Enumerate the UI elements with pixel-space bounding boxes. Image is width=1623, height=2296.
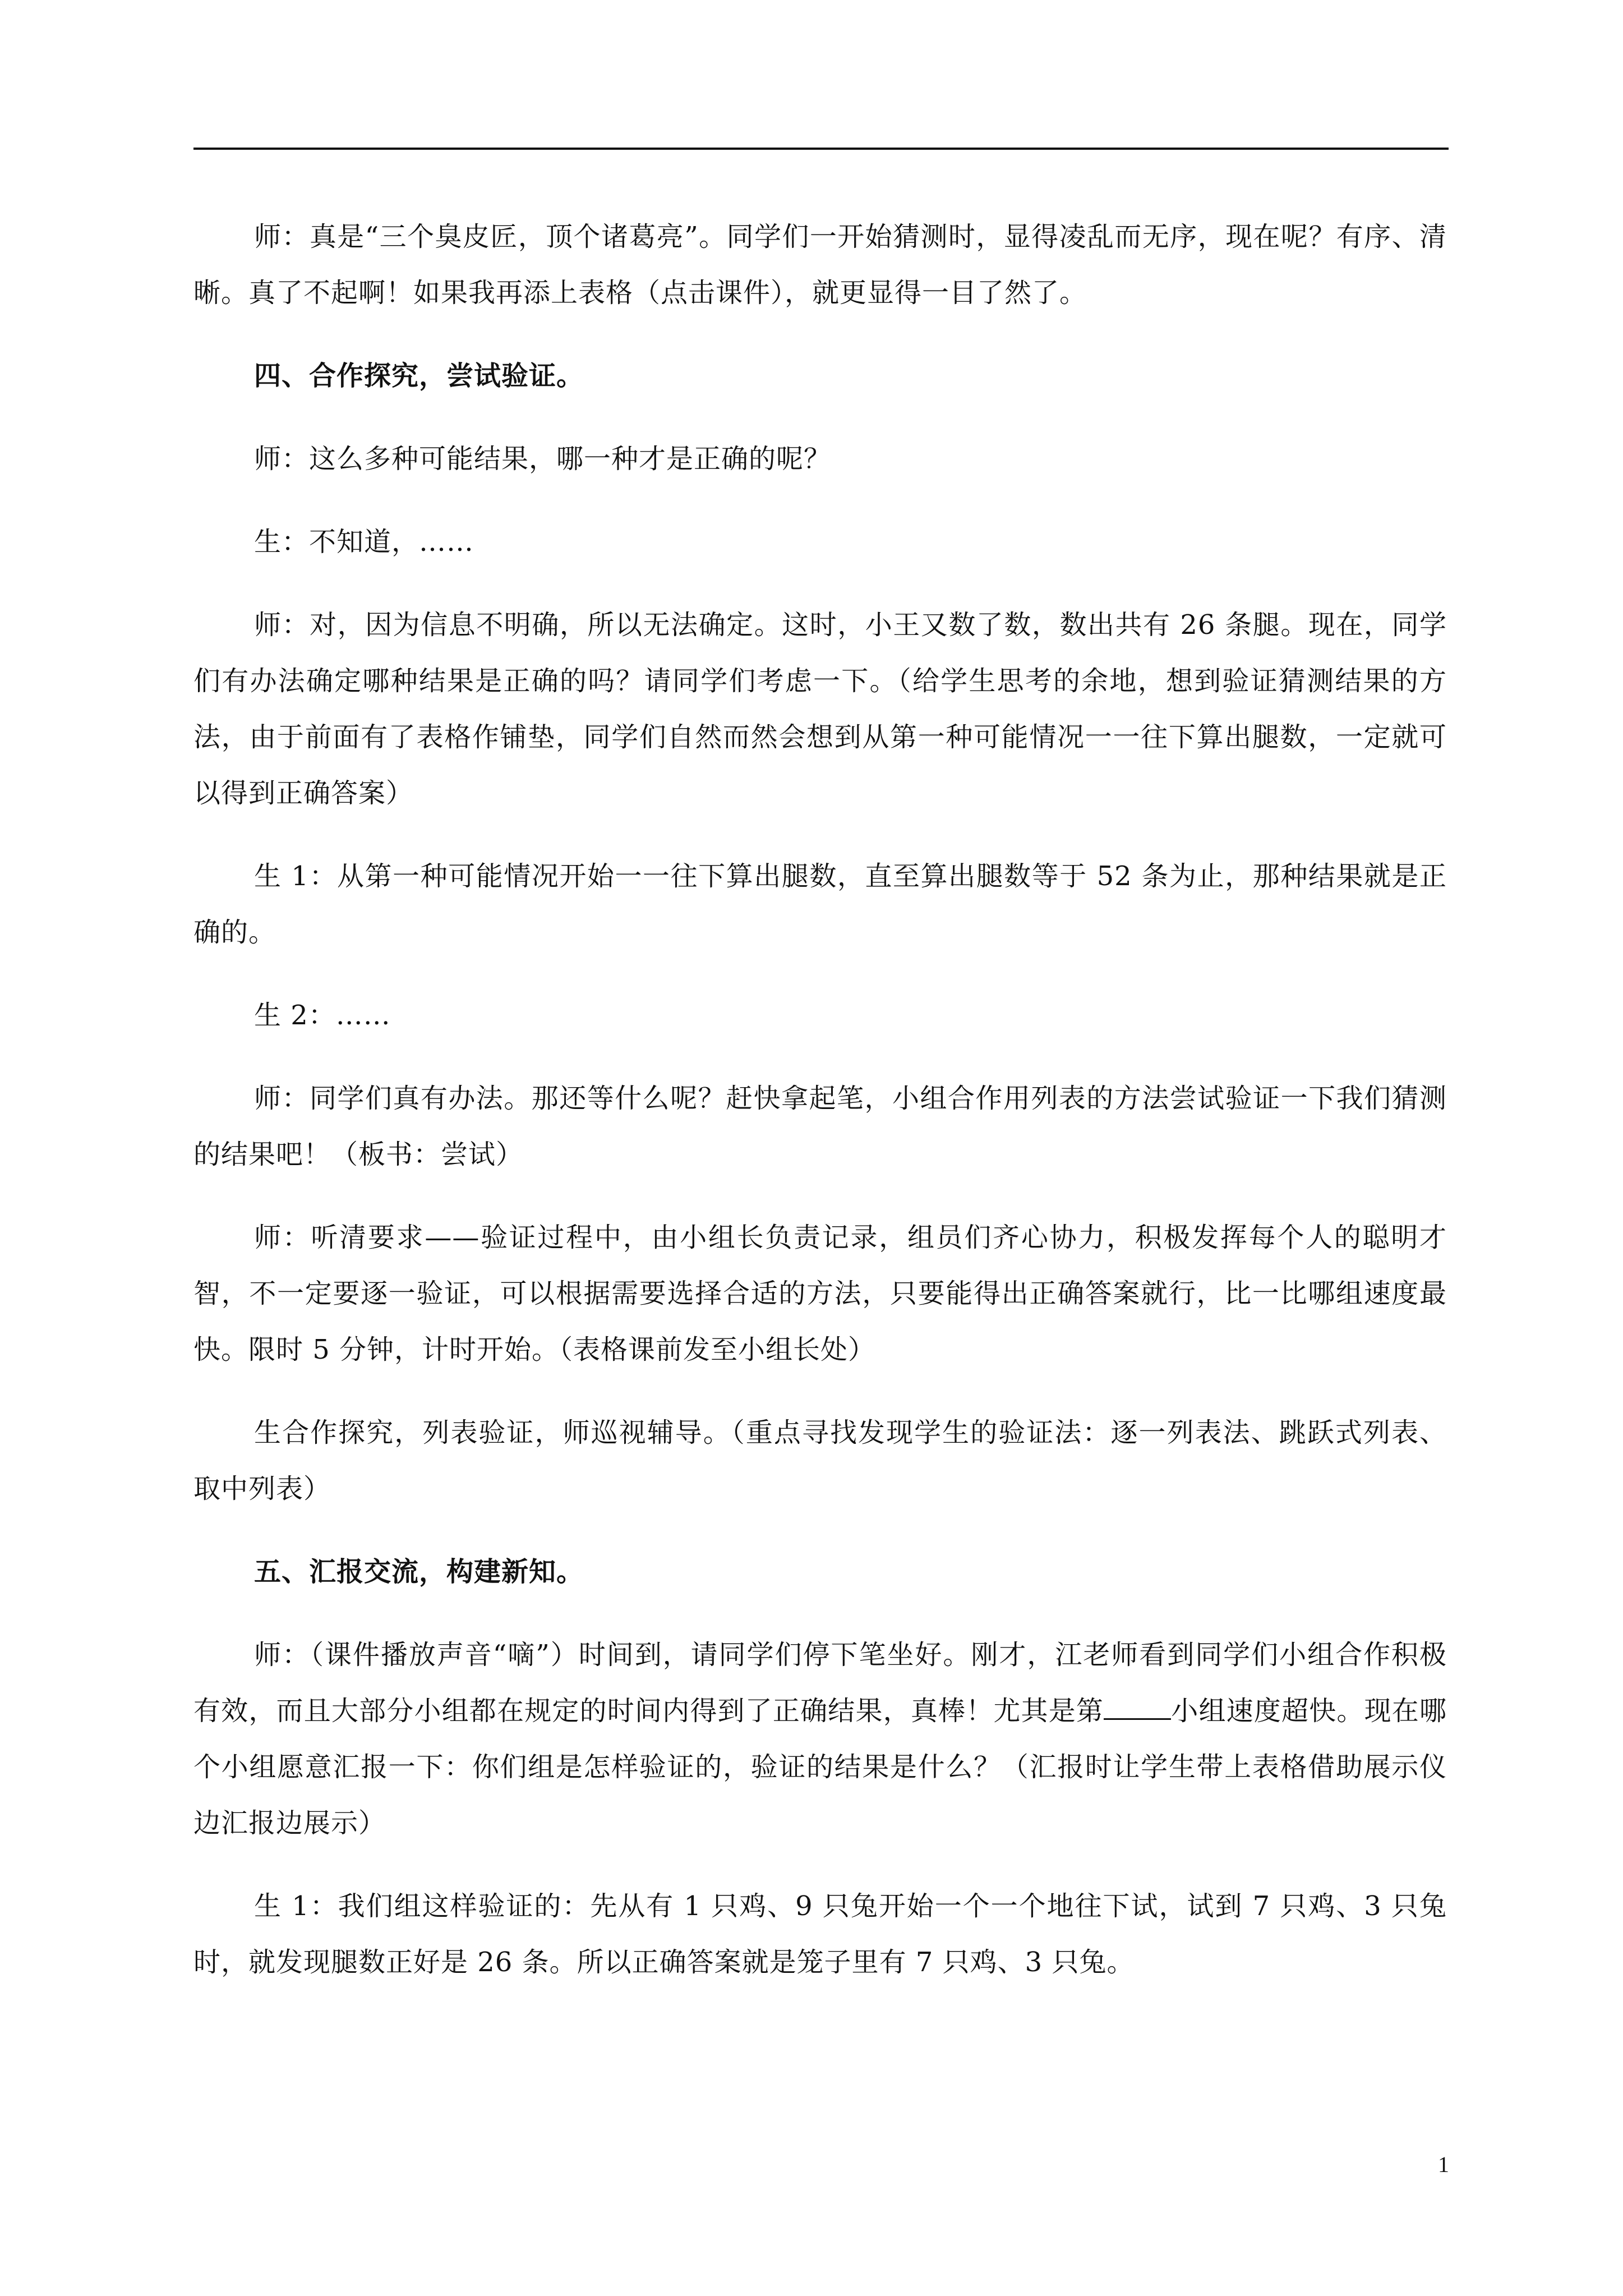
fill-in-blank xyxy=(1104,1696,1171,1720)
paragraph-student-answer: 生：不知道，…… xyxy=(254,526,474,558)
paragraph-teacher-summary: 师：真是“三个臭皮匠，顶个诸葛亮”。同学们一开始猜测时，显得凌乱而无序，现在呢？有序、清晰。真了不起啊！如果我再添上表格（点击课件），就更显得一目了然了。 xyxy=(193,221,1447,309)
document-body xyxy=(193,209,1447,1990)
paragraph-text-before-blank: 师：（课件播放声音“嘀”）时间到，请同学们停下笔坐好。刚才，江老师看到同学们小组合作积极有效，而且大部分小组都在规定的时间内得到了正确结果，真棒！尤其是第 xyxy=(193,1639,1447,1727)
paragraph-student-report: 生 1：我们组这样验证的：先从有 1 只鸡、9 只兔开始一个一个地往下试，试到 7 只鸡、3 只兔时，就发现腿数正好是 26 条。所以正确答案就是笼子里有 7 只鸡、3 只兔。 xyxy=(193,1890,1447,1978)
paragraph-teacher-question: 师：这么多种可能结果，哪一种才是正确的呢？ xyxy=(254,443,832,475)
paragraph-teacher-26-legs: 师：对，因为信息不明确，所以无法确定。这时，小王又数了数，数出共有 26 条腿。现在，同学们有办法确定哪种结果是正确的吗？请同学们考虑一下。（给学生思考的余地，想到验证猜测结果的方法，由于前面有了表格作铺垫，同学们自然而然会想到从第一种可能情况一一往下算出腿数，一定就可以得到正确答案） xyxy=(193,609,1447,809)
paragraph-text-after-blank: 小组速度超快。现在哪个小组愿意汇报一下：你们组是怎样验证的，验证的结果是什么？（汇报时让学生带上表格借助展示仪边汇报边展示） xyxy=(193,1695,1447,1839)
paragraph-group-work: 生合作探究，列表验证，师巡视辅导。（重点寻找发现学生的验证法：逐一列表法、跳跃式列表、取中列表） xyxy=(193,1417,1447,1504)
paragraph-teacher-requirements: 师：听清要求——验证过程中，由小组长负责记录，组员们齐心协力，积极发挥每个人的聪明才智，不一定要逐一验证，可以根据需要选择合适的方法，只要能得出正确答案就行，比一比哪组速度最快。限时 5 分钟，计时开始。（表格课前发至小组长处） xyxy=(193,1222,1447,1365)
paragraph-student-2: 生 2：…… xyxy=(254,1000,391,1031)
section-heading-4: 四、合作探究，尝试验证。 xyxy=(254,360,584,392)
paragraph-teacher-try: 师：同学们真有办法。那还等什么呢？赶快拿起笔，小组合作用列表的方法尝试验证一下我们猜测的结果吧！（板书：尝试） xyxy=(193,1083,1447,1170)
header-rule xyxy=(193,148,1449,150)
paragraph-teacher-report xyxy=(193,1627,1447,1851)
section-heading-5: 五、汇报交流，构建新知。 xyxy=(254,1556,584,1588)
paragraph-student-1: 生 1：从第一种可能情况开始一一往下算出腿数，直至算出腿数等于 52 条为止，那种结果就是正确的。 xyxy=(193,861,1447,948)
page-number: 1 xyxy=(1438,2152,1449,2177)
